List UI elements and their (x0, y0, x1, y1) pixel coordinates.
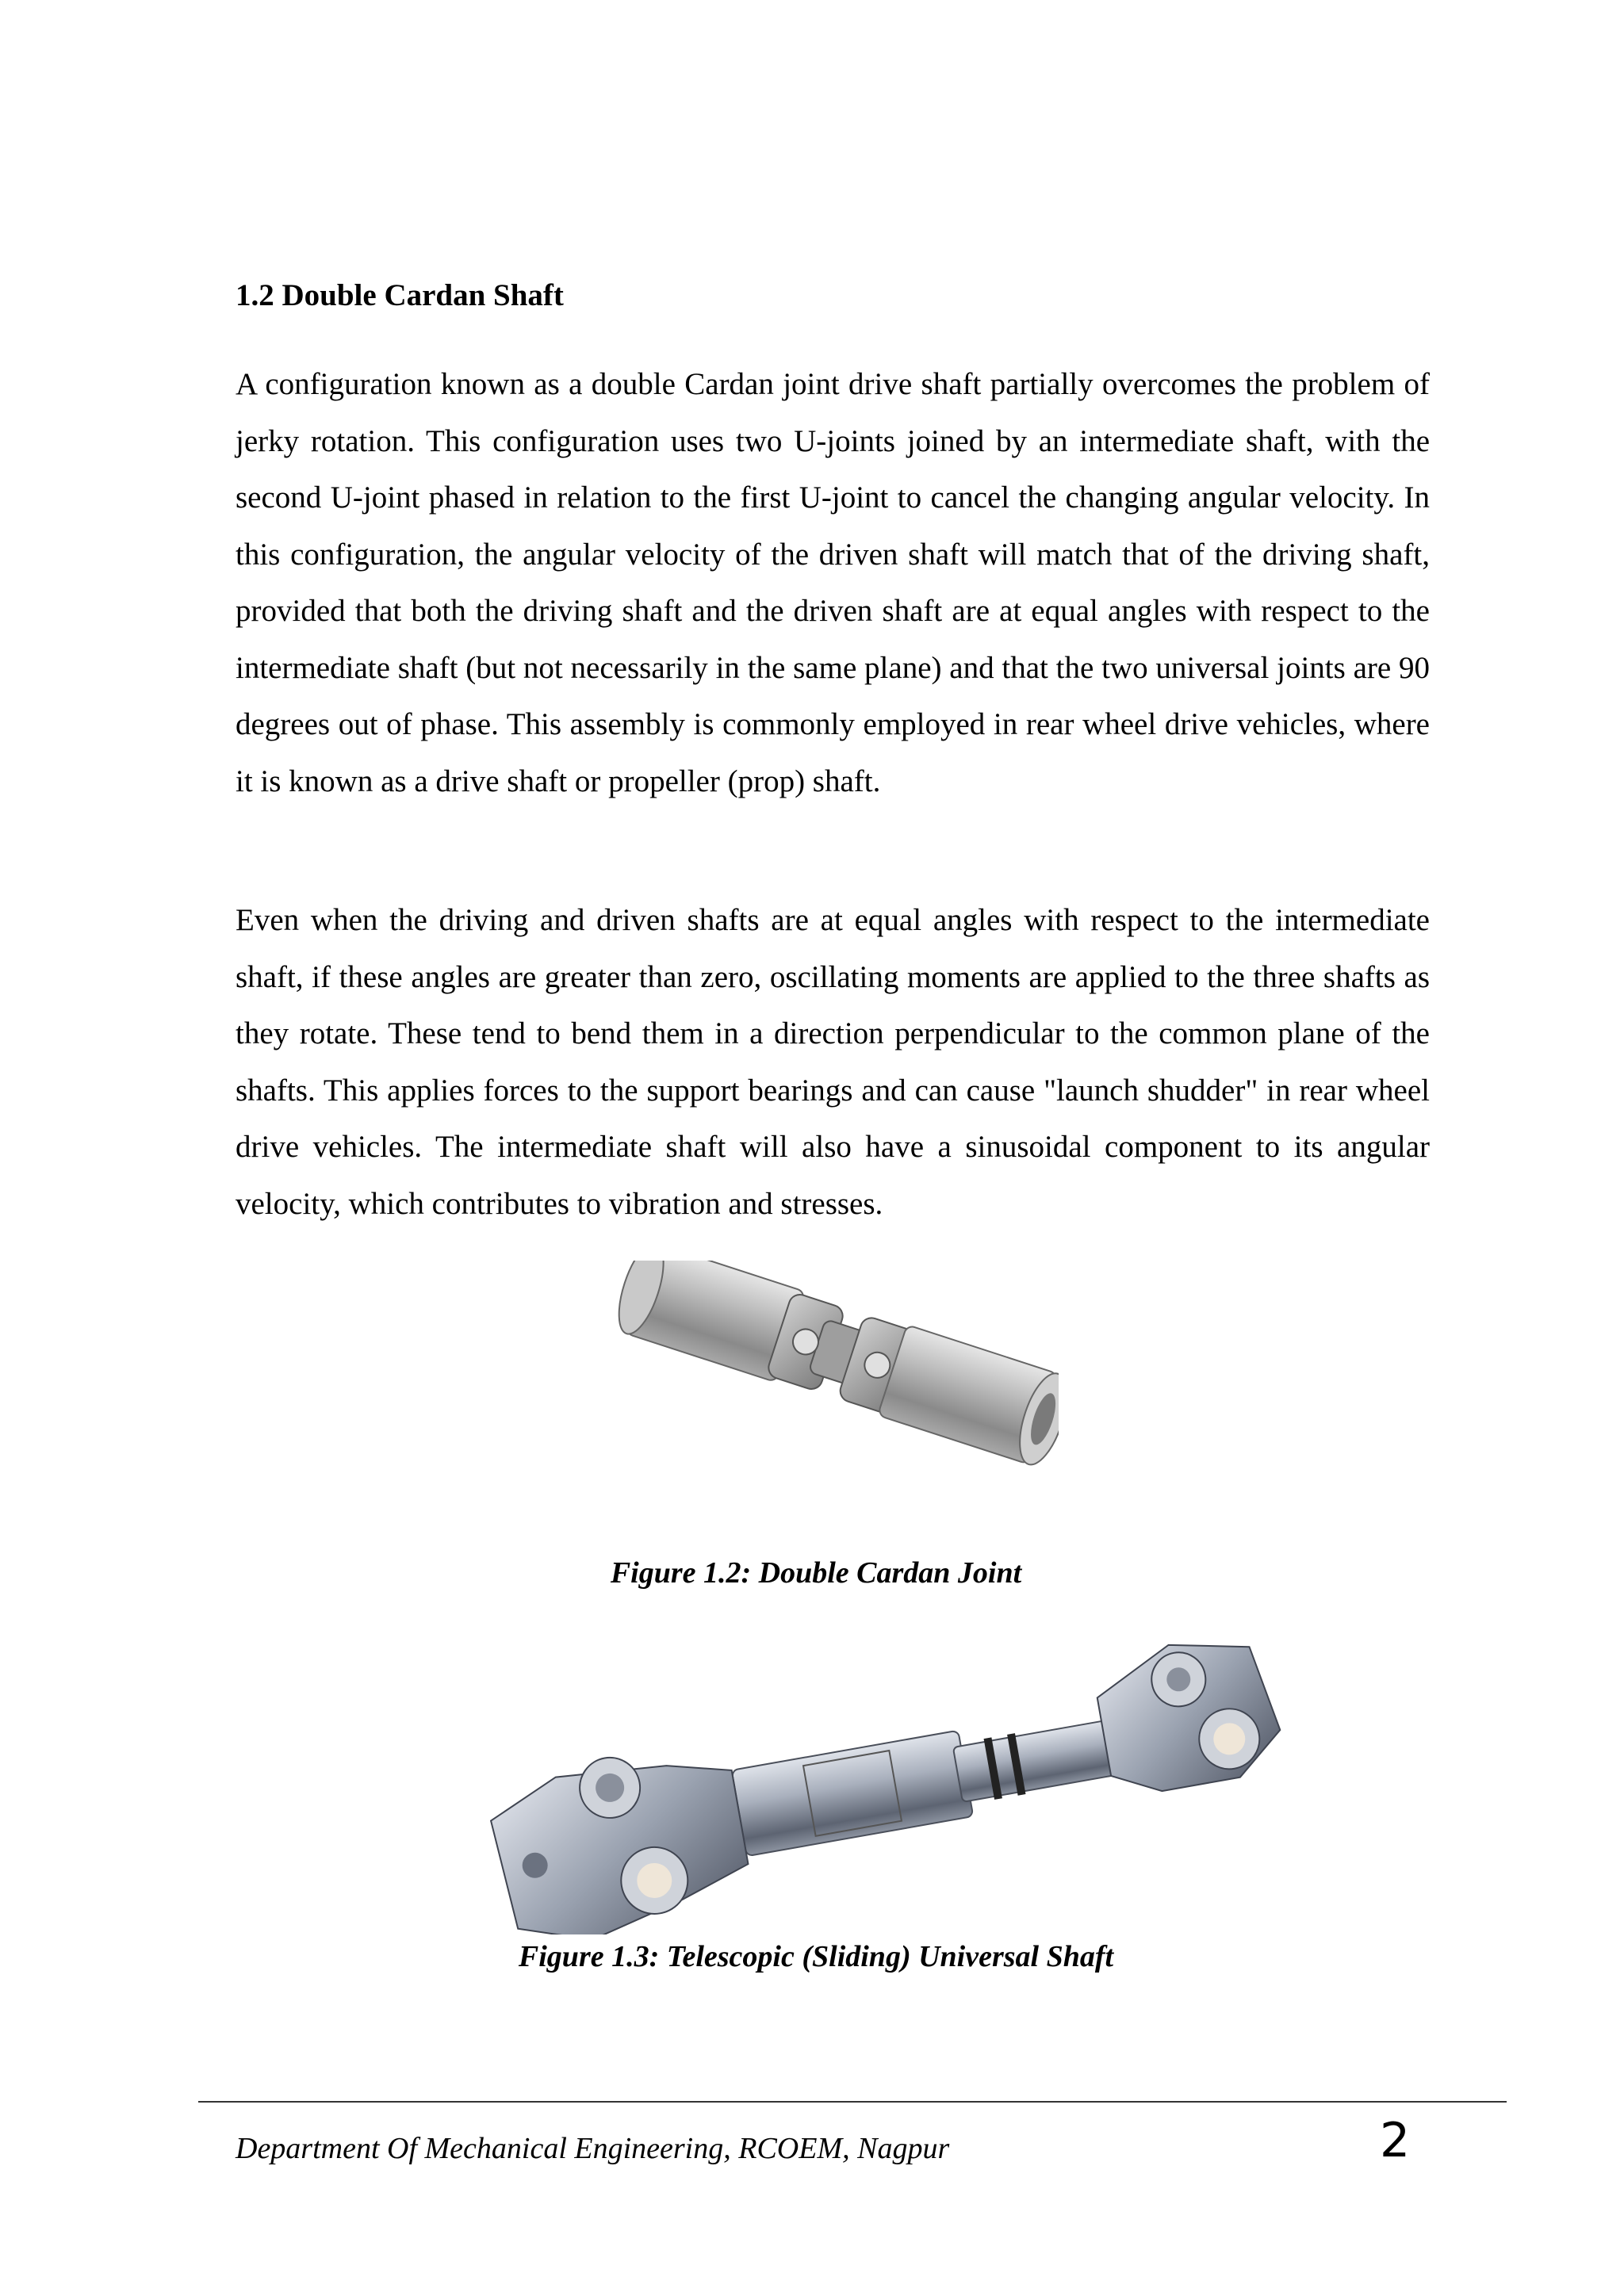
body-paragraph: Even when the driving and driven shafts are at equal angles with respect to the intermediate shaft, if these angles are greater than zero, oscillating moments are applied to the three shafts as they rotate. These tend to bend them in a direction perpendicular to the common plane of the shafts. This applies forces to the support bearings and can cause "launch shudder" in rear wheel drive vehicles. The intermediate shaft will also have a sinusoidal component to its angular velocity, which contributes to vibration and stresses. (236, 903, 1430, 1221)
footer-divider (198, 2101, 1507, 2103)
telescopic-universal-shaft-image (472, 1601, 1293, 1934)
body-paragraph: A configuration known as a double Cardan joint drive shaft partially overcomes the problem of jerky rotation. This configuration uses two U-joints joined by an intermediate shaft, with the second U-joint phased in relation to the first U-joint to cancel the changing angular velocity. In this configuration, the angular velocity of the driven shaft will match that of the driving shaft, provided that both the driving shaft and the driven shaft are at equal angles with respect to the intermediate shaft (but not necessarily in the same plane) and that the two universal joints are 90 degrees out of phase. This assembly is commonly employed in rear wheel drive vehicles, where it is known as a drive shaft or propeller (prop) shaft. (236, 367, 1430, 798)
figure-caption: Figure 1.2: Double Cardan Joint (610, 1556, 1022, 1590)
double-cardan-joint-image (599, 1261, 1059, 1538)
figure-caption: Figure 1.3: Telescopic (Sliding) Universal Shaft (518, 1940, 1114, 1973)
footer-department: Department Of Mechanical Engineering, RCOEM, Nagpur (236, 2132, 950, 2165)
page-number: 2 (1380, 2113, 1411, 2168)
section-heading: 1.2 Double Cardan Shaft (236, 278, 564, 312)
